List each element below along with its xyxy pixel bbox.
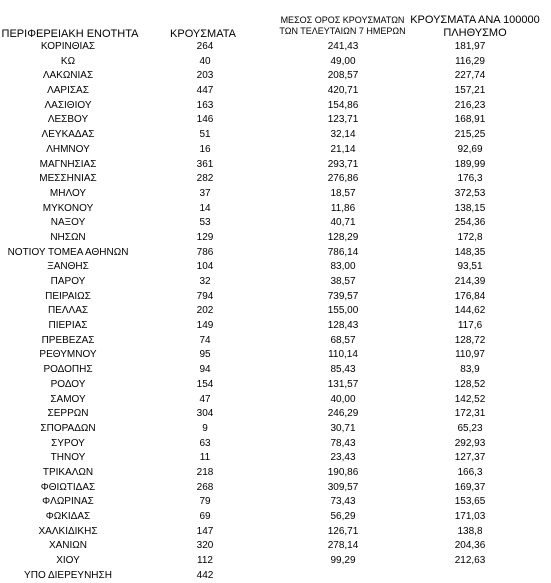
cell-region: ΛΗΜΝΟΥ	[46, 143, 90, 155]
cell-region: ΣΕΡΡΩΝ	[47, 408, 89, 420]
table-row	[0, 158, 551, 173]
table-body	[0, 40, 551, 583]
table-row	[0, 363, 551, 378]
cell-avg: 420,71	[327, 85, 359, 97]
table-row	[0, 40, 551, 55]
table-row	[0, 554, 551, 569]
table-row	[0, 393, 551, 408]
cell-per100k: 181,97	[454, 41, 486, 52]
cell-avg: 56,29	[330, 511, 356, 522]
cell-cases: 94	[199, 364, 211, 376]
column-header-per100k-line1: ΚΡΟΥΣΜΑΤΑ ΑΝΑ 100000	[410, 14, 540, 26]
cell-avg: 739,57	[327, 290, 359, 302]
cell-region: ΠΙΕΡΙΑΣ	[48, 320, 88, 332]
cell-per100k: 216,23	[454, 99, 486, 111]
cell-avg: 73,43	[330, 496, 356, 508]
cell-avg: 23,43	[330, 452, 356, 464]
cell-cases: 104	[196, 261, 214, 273]
cell-avg: 278,14	[327, 540, 359, 552]
table-row	[0, 231, 551, 246]
cell-region: ΚΟΡΙΝΘΙΑΣ	[40, 41, 96, 52]
cell-per100k: 128,52	[454, 378, 486, 390]
cell-region: ΣΑΜΟΥ	[50, 393, 86, 405]
cell-per100k: 212,63	[454, 555, 486, 567]
table-row	[0, 466, 551, 481]
cell-per100k: 254,36	[454, 217, 486, 229]
cell-avg: 40,71	[330, 217, 356, 229]
cell-avg: 49,00	[330, 55, 356, 67]
cell-region: ΝΑΞΟΥ	[50, 217, 86, 229]
cell-cases: 95	[199, 349, 211, 361]
cell-cases: 40	[199, 55, 211, 67]
table-row	[0, 378, 551, 393]
cell-cases: 203	[196, 70, 214, 82]
table-row	[0, 510, 551, 525]
cell-avg: 246,29	[327, 408, 359, 420]
cell-region: ΚΩ	[60, 55, 76, 67]
cell-per100k: 83,9	[460, 364, 480, 376]
cell-avg: 190,86	[327, 466, 359, 478]
cell-cases: 268	[196, 481, 214, 493]
cell-cases: 79	[199, 496, 211, 508]
cell-region: ΝΟΤΙΟΥ ΤΟΜΕΑ ΑΘΗΝΩΝ	[7, 246, 129, 258]
cell-cases: 47	[199, 393, 211, 405]
cell-cases: 147	[196, 525, 214, 537]
table-row	[0, 99, 551, 114]
table-row	[0, 202, 551, 217]
table-row	[0, 290, 551, 305]
cell-avg: 126,71	[327, 525, 359, 537]
cell-cases: 74	[199, 334, 211, 346]
cell-region: ΣΠΟΡΑΔΩΝ	[40, 422, 96, 434]
column-header-avg-line1: ΜΕΣΟΣ ΟΡΟΣ ΚΡΟΥΣΜΑΤΩΝ	[280, 15, 405, 25]
cell-avg: 155,00	[327, 305, 359, 317]
cell-avg: 32,14	[330, 129, 356, 141]
cell-per100k: 157,21	[454, 85, 486, 97]
cell-avg: 293,71	[327, 158, 359, 170]
cell-region: ΡΟΔΟΥ	[50, 378, 86, 390]
cell-cases: 112	[197, 555, 213, 567]
cell-avg: 30,71	[330, 422, 356, 434]
cell-avg: 40,00	[330, 393, 356, 405]
cell-region: ΤΡΙΚΑΛΩΝ	[42, 466, 94, 478]
cell-region: ΧΙΟΥ	[56, 555, 80, 567]
cell-per100k: 65,23	[457, 422, 483, 434]
table-row	[0, 539, 551, 554]
cell-region: ΧΑΛΚΙΔΙΚΗΣ	[38, 525, 98, 537]
cell-region: ΠΑΡΟΥ	[50, 276, 86, 287]
cell-avg: 309,57	[327, 481, 359, 493]
table-row	[0, 304, 551, 319]
cell-per100k: 93,51	[457, 261, 483, 273]
cell-per100k: 176,3	[457, 173, 483, 185]
cell-per100k: 128,72	[454, 334, 486, 346]
cell-cases: 282	[196, 173, 214, 185]
cell-region: ΜΑΓΝΗΣΙΑΣ	[39, 158, 97, 170]
table-row	[0, 348, 551, 363]
table-row	[0, 216, 551, 231]
cell-avg: 208,57	[327, 70, 359, 82]
cell-region: ΠΡΕΒΕΖΑΣ	[41, 334, 95, 346]
cell-cases: 11	[199, 452, 211, 464]
table-row	[0, 437, 551, 452]
cell-per100k: 138,8	[457, 525, 483, 537]
table-row	[0, 260, 551, 275]
cell-per100k: 110,97	[455, 349, 485, 361]
cell-per100k: 144,62	[454, 305, 486, 317]
cell-region: ΥΠΟ ΔΙΕΡΕΥΝΗΣΗ	[24, 569, 112, 581]
cell-per100k: 171,03	[454, 511, 486, 522]
cell-region: ΤΗΝΟΥ	[50, 452, 86, 464]
cell-region: ΡΟΔΟΠΗΣ	[43, 364, 93, 376]
table-row	[0, 569, 551, 583]
cell-per100k: 189,99	[454, 158, 486, 170]
cell-avg: 128,43	[327, 320, 359, 332]
column-header-region: ΠΕΡΙΦΕΡΕΙΑΚΗ ΕΝΟΤΗΤΑ	[1, 28, 139, 40]
cell-region: ΣΥΡΟΥ	[51, 437, 85, 449]
cell-cases: 264	[196, 41, 214, 52]
cell-region: ΜΗΛΟΥ	[49, 187, 87, 199]
cell-region: ΠΕΙΡΑΙΩΣ	[45, 290, 91, 302]
cell-avg: 21,14	[330, 143, 356, 155]
table-row	[0, 422, 551, 437]
cell-per100k: 166,3	[457, 466, 483, 478]
table-row	[0, 187, 551, 202]
table-row	[0, 275, 551, 290]
cell-cases: 32	[199, 276, 211, 287]
cell-cases: 16	[199, 143, 211, 155]
cell-avg: 786,14	[327, 246, 359, 258]
table-row	[0, 143, 551, 158]
table-row	[0, 172, 551, 187]
cell-cases: 9	[202, 422, 208, 434]
cell-cases: 149	[196, 320, 214, 332]
table-row	[0, 113, 551, 128]
cell-per100k: 116,29	[455, 55, 485, 67]
cell-avg: 18,57	[330, 187, 356, 199]
cell-avg: 276,86	[327, 173, 359, 185]
cell-cases: 786	[196, 246, 214, 258]
cell-per100k: 142,52	[454, 393, 486, 405]
column-header-cases: ΚΡΟΥΣΜΑΤΑ	[170, 28, 236, 40]
cell-per100k: 92,69	[457, 143, 483, 155]
column-header-avg	[270, 15, 415, 37]
cell-avg: 110,14	[328, 349, 358, 361]
cell-avg: 78,43	[330, 437, 356, 449]
cell-region: ΛΕΥΚΑΔΑΣ	[41, 129, 95, 141]
cell-region: ΜΕΣΣΗΝΙΑΣ	[39, 173, 97, 185]
cell-cases: 154	[196, 378, 214, 390]
cell-avg: 11,86	[330, 202, 356, 214]
cell-region: ΝΗΣΩΝ	[50, 231, 86, 243]
cell-per100k: 292,93	[454, 437, 486, 449]
cell-cases: 69	[199, 511, 211, 522]
cell-cases: 320	[196, 540, 214, 552]
cell-per100k: 172,31	[454, 408, 486, 420]
cell-per100k: 227,74	[454, 70, 486, 82]
table-row	[0, 319, 551, 334]
column-header-avg-line2: ΤΩΝ ΤΕΛΕΥΤΑΙΩΝ 7 ΗΜΕΡΩΝ	[279, 26, 406, 36]
table-row	[0, 451, 551, 466]
cell-avg: 241,43	[327, 41, 359, 52]
cell-per100k: 138,15	[454, 202, 486, 214]
cell-region: ΦΘΙΩΤΙΔΑΣ	[40, 481, 96, 493]
cell-region: ΛΑΚΩΝΙΑΣ	[42, 70, 94, 82]
cell-avg: 38,57	[330, 276, 356, 287]
cell-per100k: 172,8	[457, 231, 483, 243]
table-row	[0, 481, 551, 496]
cell-avg: 68,57	[330, 334, 356, 346]
cell-region: ΦΛΩΡΙΝΑΣ	[42, 496, 94, 508]
cell-region: ΡΕΘΥΜΝΟΥ	[39, 349, 97, 361]
cell-avg: 128,29	[327, 231, 359, 243]
cell-cases: 794	[196, 290, 214, 302]
column-header-per100k	[410, 14, 540, 40]
cell-cases: 361	[196, 158, 214, 170]
table-row	[0, 495, 551, 510]
cell-region: ΛΑΣΙΘΙΟΥ	[44, 99, 92, 111]
cell-region: ΛΕΣΒΟΥ	[47, 114, 89, 126]
cell-region: ΧΑΝΙΩΝ	[48, 540, 88, 552]
table-row	[0, 69, 551, 84]
cell-per100k: 214,39	[454, 276, 486, 287]
cell-avg: 85,43	[330, 364, 356, 376]
cell-per100k: 148,35	[454, 246, 486, 258]
table-row	[0, 84, 551, 99]
cell-cases: 146	[196, 114, 214, 126]
cell-per100k: 127,37	[454, 452, 486, 464]
cell-per100k: 153,65	[454, 496, 486, 508]
cell-cases: 51	[199, 129, 211, 141]
cell-per100k: 168,91	[454, 114, 486, 126]
cell-region: ΜΥΚΟΝΟΥ	[42, 202, 94, 214]
cell-avg: 131,57	[327, 378, 359, 390]
cell-avg: 154,86	[327, 99, 359, 111]
cell-region: ΦΩΚΙΔΑΣ	[45, 511, 91, 522]
cell-cases: 304	[196, 408, 214, 420]
table-row	[0, 525, 551, 540]
cell-region: ΞΑΝΘΗΣ	[47, 261, 89, 273]
cell-per100k: 117,6	[457, 320, 483, 332]
cell-cases: 14	[199, 202, 211, 214]
table-row	[0, 246, 551, 261]
cell-per100k: 169,37	[454, 481, 486, 493]
cell-region: ΠΕΛΛΑΣ	[47, 305, 89, 317]
cell-per100k: 176,84	[454, 290, 486, 302]
table-row	[0, 128, 551, 143]
cell-cases: 442	[196, 569, 214, 581]
cell-region: ΛΑΡΙΣΑΣ	[47, 85, 89, 97]
column-header-per100k-line2: ΠΛΗΘΥΣΜΟ	[443, 27, 507, 39]
cell-cases: 202	[196, 305, 214, 317]
cell-per100k: 215,25	[454, 129, 486, 141]
table-row	[0, 55, 551, 70]
cell-cases: 163	[196, 99, 214, 111]
cell-per100k: 204,36	[454, 540, 486, 552]
cell-cases: 63	[199, 437, 211, 449]
cell-avg: 123,71	[327, 114, 359, 126]
table-row	[0, 334, 551, 349]
cell-cases: 53	[199, 217, 211, 229]
cell-avg: 83,00	[330, 261, 356, 273]
cell-per100k: 372,53	[454, 187, 486, 199]
cell-avg: 99,29	[330, 555, 356, 567]
cell-cases: 218	[196, 466, 214, 478]
cell-cases: 447	[196, 85, 214, 97]
table-row	[0, 407, 551, 422]
cell-cases: 129	[196, 231, 214, 243]
cell-cases: 37	[199, 187, 211, 199]
